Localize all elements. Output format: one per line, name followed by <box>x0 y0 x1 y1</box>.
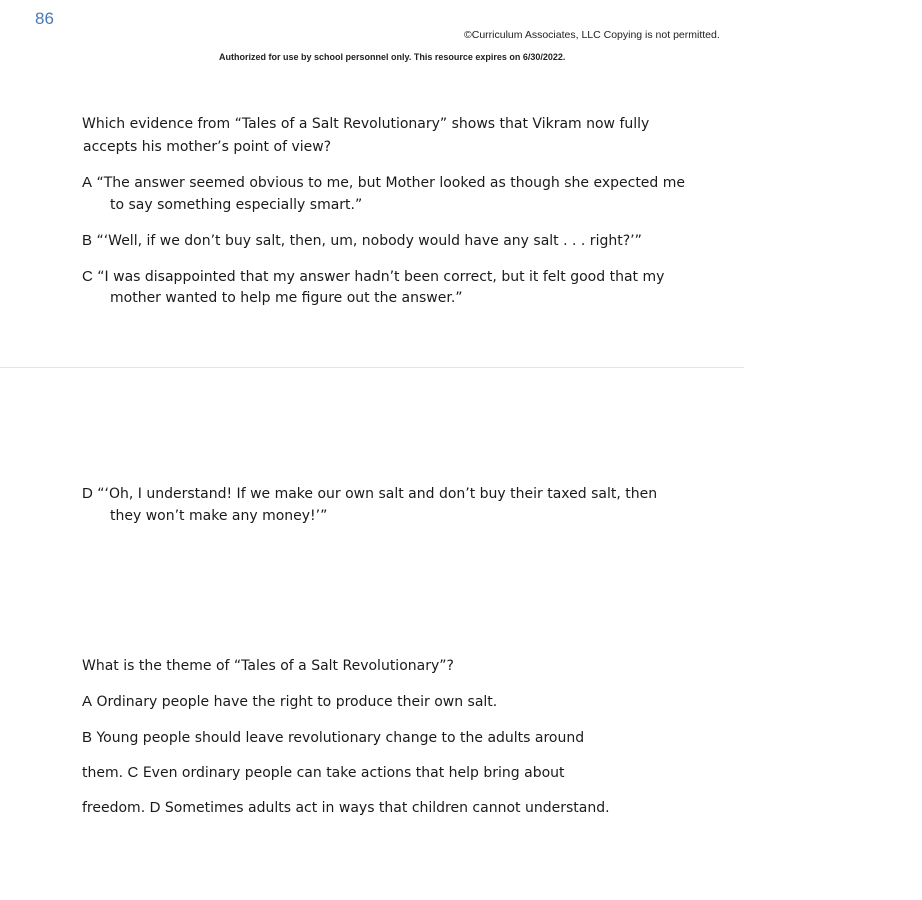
option-text: Sometimes adults act in ways that children cannot understand. <box>164 800 610 816</box>
question1-option-a[interactable] <box>82 172 685 194</box>
question1-stem-line2: accepts his mother’s point of view? <box>83 139 332 155</box>
question2-line-3[interactable] <box>82 762 565 784</box>
option-letter: B <box>82 729 93 746</box>
copyright-notice: ©Curriculum Associates, LLC Copying is not permitted. <box>464 29 720 41</box>
option-letter: D <box>149 799 161 816</box>
option-text: Ordinary people have the right to produce their own salt. <box>96 694 498 710</box>
option-text: Young people should leave revolutionary change to the adults around <box>96 730 585 746</box>
page-divider <box>0 367 744 368</box>
question1-option-d[interactable] <box>82 483 657 505</box>
line-prefix: freedom. <box>82 800 146 816</box>
option-text: “‘Well, if we don’t buy salt, then, um, nobody would have any salt . . . right?’” <box>96 233 642 249</box>
option-letter: A <box>82 693 93 710</box>
option-letter: C <box>127 764 139 781</box>
option-text: “The answer seemed obvious to me, but Mother looked as though she expected me <box>96 175 686 191</box>
question2-line-1[interactable] <box>82 691 497 713</box>
option-letter: D <box>82 485 93 502</box>
option-text: “‘Oh, I understand! If we make our own salt and don’t buy their taxed salt, then <box>97 486 658 502</box>
option-text: “I was disappointed that my answer hadn’t been correct, but it felt good that my <box>97 269 665 285</box>
question1-stem-line1: Which evidence from “Tales of a Salt Revolutionary” shows that Vikram now fully <box>82 116 650 132</box>
question1-option-a-continuation: to say something especially smart.” <box>110 197 363 213</box>
question2-stem: What is the theme of “Tales of a Salt Revolutionary”? <box>82 658 454 674</box>
option-letter: A <box>82 174 93 191</box>
question2-line-2[interactable] <box>82 727 584 749</box>
question1-option-b[interactable] <box>82 230 642 252</box>
authorization-notice: Authorized for use by school personnel only. This resource expires on 6/30/2022. <box>219 52 566 62</box>
question2-line-4[interactable] <box>82 797 610 819</box>
page-number: 86 <box>35 9 54 28</box>
option-letter: C <box>82 268 93 285</box>
question1-option-c[interactable] <box>82 266 664 288</box>
option-letter: B <box>82 232 93 249</box>
line-prefix: them. <box>82 765 124 781</box>
question1-option-c-continuation: mother wanted to help me figure out the answer.” <box>110 290 463 306</box>
question1-option-d-continuation: they won’t make any money!’” <box>110 508 328 524</box>
option-text: Even ordinary people can take actions that help bring about <box>142 765 565 781</box>
